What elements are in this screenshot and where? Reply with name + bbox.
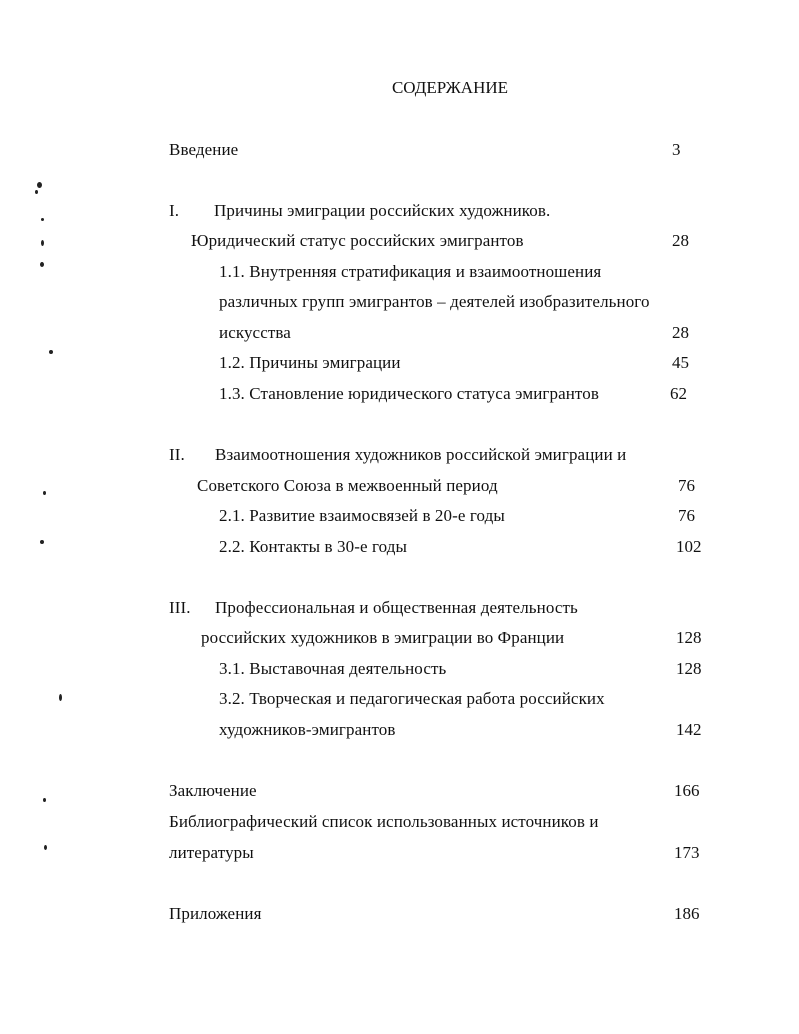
scan-speck xyxy=(40,540,44,544)
section-1-2-page: 45 xyxy=(672,353,689,372)
chapter-2-page: 76 xyxy=(678,476,695,495)
section-2-2-label: 2.2. Контакты в 30-е годы xyxy=(219,537,408,556)
chapter-3-title-line1: Профессиональная и общественная деятельность xyxy=(215,598,578,617)
chapter-3-page: 128 xyxy=(676,628,702,647)
section-2-1-label: 2.1. Развитие взаимосвязей в 20-е годы xyxy=(219,506,505,525)
section-1-1-line2: различных групп эмигрантов – деятелей изобразительного xyxy=(219,292,650,311)
toc-entry-intro-page: 3 xyxy=(672,140,681,159)
toc-entry-bibliography-line2: литературы xyxy=(169,843,254,862)
section-1-3-page: 62 xyxy=(670,384,687,403)
scan-speck xyxy=(37,182,42,188)
scan-speck xyxy=(35,190,38,194)
page-title: СОДЕРЖАНИЕ xyxy=(391,78,509,97)
scan-speck xyxy=(41,240,44,246)
toc-entry-appendix-label: Приложения xyxy=(169,904,262,923)
scan-speck xyxy=(59,694,62,701)
chapter-3-title-line2: российских художников в эмиграции во Франции xyxy=(201,628,565,647)
toc-entry-bibliography-page: 173 xyxy=(674,843,700,862)
scan-speck xyxy=(43,491,46,495)
toc-entry-conclusion-label: Заключение xyxy=(169,781,257,800)
toc-entry-bibliography-line1: Библиографический список использованных источников и xyxy=(169,812,599,831)
chapter-3-numeral: III. xyxy=(169,598,191,617)
section-2-2-page: 102 xyxy=(676,537,702,556)
chapter-1-numeral: I. xyxy=(169,201,180,220)
section-3-1-label: 3.1. Выставочная деятельность xyxy=(219,659,447,678)
toc-entry-intro-label: Введение xyxy=(169,140,239,159)
chapter-2-title-line1: Взаимоотношения художников российской эмиграции и xyxy=(215,445,627,464)
section-1-1-page: 28 xyxy=(672,323,689,342)
section-3-1-page: 128 xyxy=(676,659,702,678)
scan-speck xyxy=(43,798,46,802)
scan-speck xyxy=(49,350,53,354)
section-1-1-line1: 1.1. Внутренняя стратификация и взаимоотношения xyxy=(219,262,602,281)
section-1-2-label: 1.2. Причины эмиграции xyxy=(219,353,401,372)
scan-speck xyxy=(44,845,47,850)
section-3-2-page: 142 xyxy=(676,720,702,739)
section-1-3-label: 1.3. Становление юридического статуса эмигрантов xyxy=(219,384,599,403)
toc-entry-conclusion-page: 166 xyxy=(674,781,700,800)
scan-speck xyxy=(41,218,44,221)
chapter-1-title-line2: Юридический статус российских эмигрантов xyxy=(191,231,524,250)
scan-speck xyxy=(40,262,44,267)
section-3-2-line1: 3.2. Творческая и педагогическая работа российских xyxy=(219,689,605,708)
chapter-2-numeral: II. xyxy=(169,445,185,464)
chapter-2-title-line2: Советского Союза в межвоенный период xyxy=(197,476,498,495)
chapter-1-page: 28 xyxy=(672,231,689,250)
section-2-1-page: 76 xyxy=(678,506,695,525)
chapter-1-title-line1: Причины эмиграции российских художников. xyxy=(214,201,551,220)
section-1-1-line3: искусства xyxy=(219,323,291,342)
section-3-2-line2: художников-эмигрантов xyxy=(219,720,396,739)
toc-entry-appendix-page: 186 xyxy=(674,904,700,923)
